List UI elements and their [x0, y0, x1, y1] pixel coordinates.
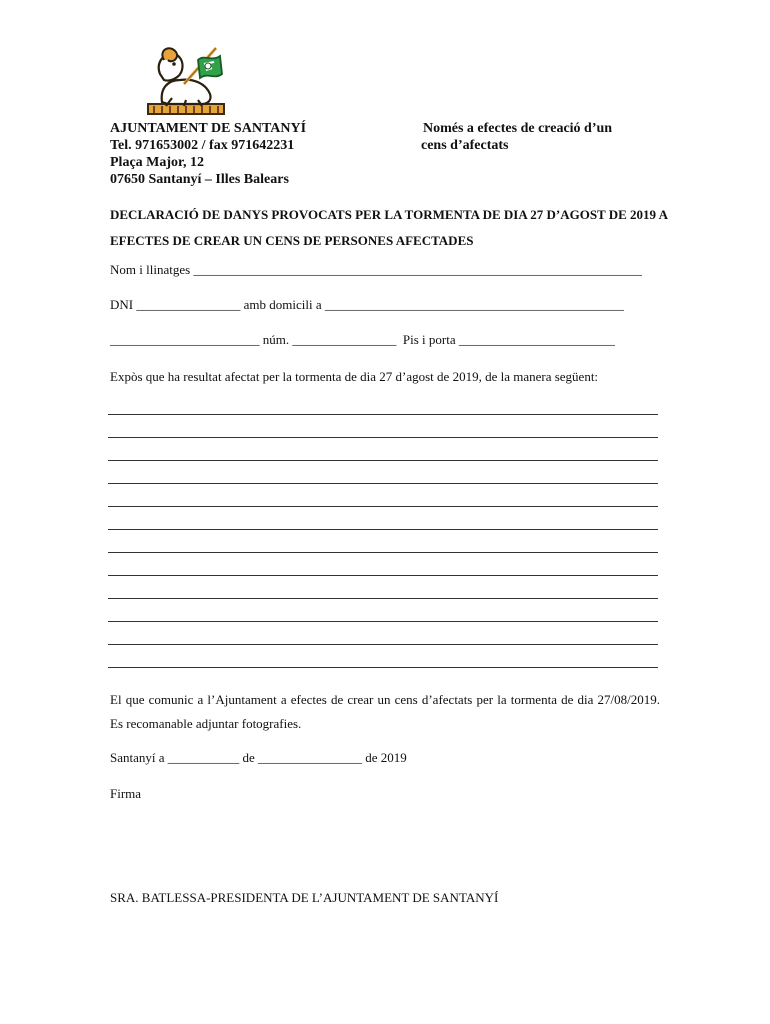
statement-blank-line[interactable]: [108, 575, 658, 576]
institution-phone-fax: Tel. 971653002 / fax 971642231: [110, 138, 295, 153]
address-number-floor-field-line[interactable]: _______________________ núm. ________________ Pis i porta ________________________: [110, 332, 615, 347]
statement-blank-line[interactable]: [108, 460, 658, 461]
statement-blank-line[interactable]: [108, 644, 658, 645]
addressee: SRA. BATLESSA-PRESIDENTA DE L’AJUNTAMENT DE SANTANYÍ: [110, 890, 499, 905]
institution-city: 07650 Santanyí – Illes Balears: [110, 172, 289, 187]
purpose-note: [421, 120, 671, 154]
municipal-coat-of-arms-icon: [140, 40, 230, 122]
statement-blank-line[interactable]: [108, 414, 658, 415]
name-field-line[interactable]: Nom i llinatges _____________________________________________________________________: [110, 262, 642, 277]
statement-intro: Expòs que ha resultat afectat per la tormenta de dia 27 d’agost de 2019, de la manera següent:: [110, 369, 599, 384]
institution-street: Plaça Major, 12: [110, 155, 204, 170]
statement-blank-line[interactable]: [108, 437, 658, 438]
statement-blank-line[interactable]: [108, 506, 658, 507]
purpose-note-line-2: cens d’afectats: [421, 138, 509, 153]
dni-address-field-line[interactable]: DNI ________________ amb domicili a ______________________________________________: [110, 297, 624, 312]
statement-blank-line[interactable]: [108, 598, 658, 599]
institution-address-block: [110, 120, 306, 188]
purpose-note-line-1: Només a efectes de creació d’un: [423, 121, 613, 136]
closing-paragraph: El que comunic a l’Ajuntament a efectes de crear un cens d’afectats per la tormenta de dia 27/08/2019. Es recomanable adjuntar fotografies.: [110, 692, 660, 731]
institution-name: AJUNTAMENT DE SANTANYÍ: [110, 121, 307, 136]
signature-label: Firma: [110, 786, 142, 801]
date-field-line[interactable]: Santanyí a ___________ de ________________ de 2019: [110, 750, 407, 765]
statement-blank-line[interactable]: [108, 552, 658, 553]
statement-blank-line[interactable]: [108, 621, 658, 622]
statement-blank-line[interactable]: [108, 529, 658, 530]
statement-blank-line[interactable]: [108, 483, 658, 484]
document-title: DECLARACIÓ DE DANYS PROVOCATS PER LA TORMENTA DE DIA 27 D’AGOST DE 2019 A EFECTES DE CREAR UN CENS DE PERSONES AFECTADES: [110, 207, 668, 248]
statement-blank-line[interactable]: [108, 667, 658, 668]
